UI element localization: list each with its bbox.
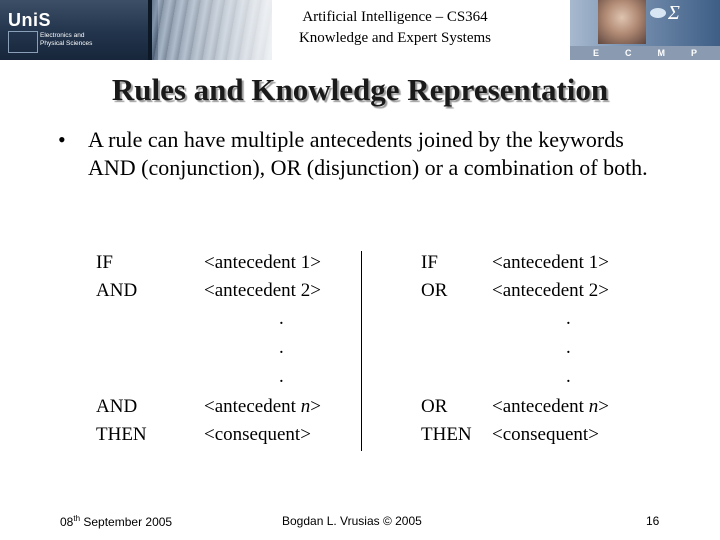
logo-brand: UniS [8, 10, 52, 30]
keyword-then: THEN [421, 424, 472, 445]
department-letters: E C M P [570, 46, 720, 60]
antecedent-1: <antecedent 1> [204, 252, 321, 273]
ellipsis-dot: . [566, 337, 571, 358]
course-header [250, 7, 540, 49]
ellipsis-dot: . [279, 337, 284, 358]
ellipsis-dot: . [566, 366, 571, 387]
footer-author: Bogdan L. Vrusias © 2005 [282, 514, 422, 528]
bullet-marker: • [58, 127, 66, 152]
consequent: <consequent> [492, 424, 599, 445]
antecedent-1: <antecedent 1> [492, 252, 609, 273]
header-banner [0, 0, 720, 60]
ellipsis-dot: . [279, 308, 284, 329]
dolphin-icon [650, 8, 666, 18]
keyword-if: IF [421, 252, 438, 273]
consequent: <consequent> [204, 424, 311, 445]
logo-emblem-icon [8, 31, 38, 53]
ellipsis-dot: . [279, 366, 284, 387]
keyword-or: OR [421, 396, 448, 417]
footer-date: 08th September 2005 [60, 514, 173, 529]
keyword-and: AND [96, 396, 138, 417]
ellipsis-dot: . [566, 308, 571, 329]
antecedent-n: <antecedent n> [204, 396, 321, 417]
column-divider [361, 251, 362, 451]
page-number: 16 [646, 514, 660, 528]
antecedent-2: <antecedent 2> [204, 280, 321, 301]
university-logo [0, 0, 158, 60]
course-title: Artificial Intelligence – CS364 [302, 9, 488, 25]
course-topic: Knowledge and Expert Systems [298, 30, 492, 46]
antecedent-2: <antecedent 2> [492, 280, 609, 301]
sigma-icon: Σ [668, 2, 680, 24]
keyword-if: IF [96, 252, 113, 273]
keyword-then: THEN [96, 424, 147, 445]
person-photo [598, 0, 646, 44]
bullet-text: A rule can have multiple antecedents joined by the keywords AND (conjunction), OR (disjunction) or a combination of both. [88, 127, 648, 180]
slide-title: Rules and Knowledge Representation [111, 72, 609, 107]
keyword-and: AND [96, 280, 138, 301]
banner-collage [570, 0, 720, 60]
keyword-or: OR [421, 280, 448, 301]
logo-subtitle: Electronics and Physical Sciences [40, 32, 93, 47]
antecedent-n: <antecedent n> [492, 396, 609, 417]
